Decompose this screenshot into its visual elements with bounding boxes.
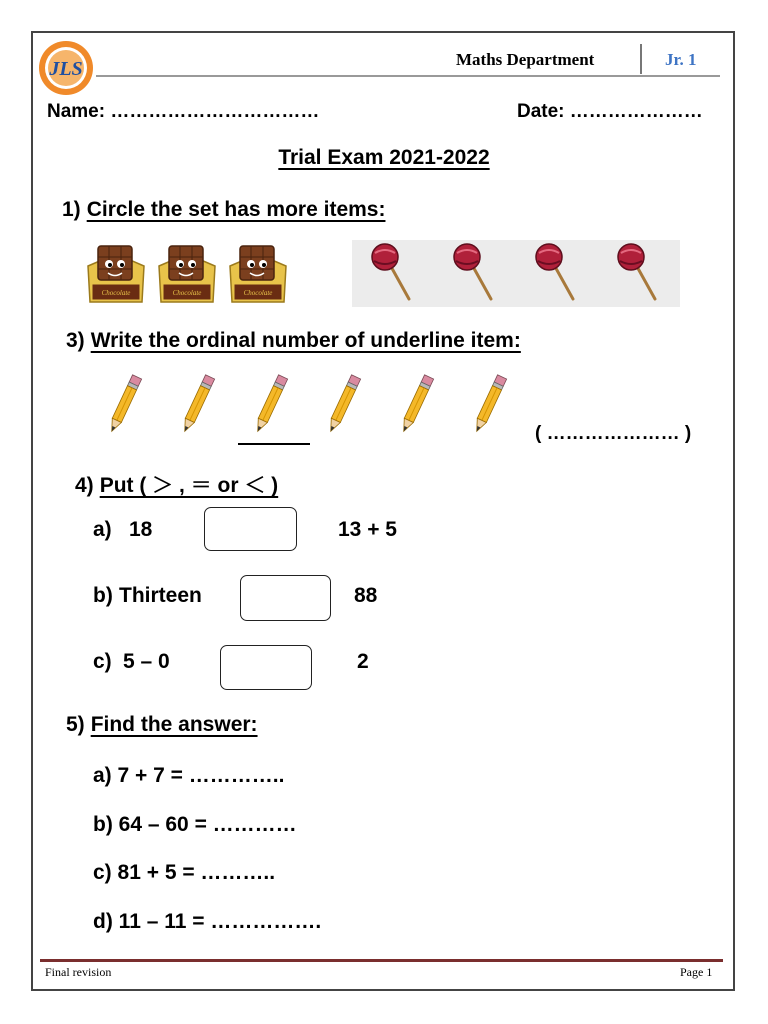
pencil-icon	[104, 372, 144, 438]
compare-a-box[interactable]	[204, 507, 297, 551]
question-text: Put ( ＞ , ＝ or ＜ )	[99, 474, 279, 497]
name-field[interactable]	[47, 101, 319, 123]
compare-a-label: a)	[93, 518, 112, 541]
school-logo-icon	[37, 39, 95, 97]
lollipop-icon	[445, 239, 505, 308]
compare-b-left: Thirteen	[119, 584, 202, 607]
pencil-icon	[250, 372, 290, 438]
name-blank: ……………………………	[110, 101, 320, 122]
compare-b-right: 88	[354, 584, 378, 607]
compare-c-box[interactable]	[220, 645, 312, 690]
chocolate-set[interactable]	[82, 240, 291, 313]
sum-b[interactable]: b) 64 – 60 = …………	[93, 813, 297, 836]
chocolate-icon	[153, 240, 220, 313]
sum-d[interactable]: d) 11 – 11 = …………….	[93, 910, 322, 933]
header-rule	[96, 75, 720, 77]
header-separator	[640, 44, 642, 74]
lollipop-set[interactable]	[352, 240, 680, 307]
exam-title: Trial Exam 2021-2022	[278, 146, 490, 169]
question-number: 4)	[75, 474, 94, 497]
date-label: Date:	[517, 101, 565, 122]
underline-mark	[238, 443, 310, 445]
chocolate-icon	[82, 240, 149, 313]
svg-text:Chocolate: Chocolate	[101, 289, 131, 297]
pencil-icon	[323, 372, 363, 438]
name-label: Name:	[47, 101, 106, 122]
lollipop-icon	[609, 239, 669, 308]
date-blank: …………………	[569, 101, 703, 122]
sum-c[interactable]: c) 81 + 5 = ………..	[93, 861, 276, 884]
footer-rule	[40, 959, 723, 962]
pencil-icon	[177, 372, 217, 438]
svg-text:Chocolate: Chocolate	[172, 289, 202, 297]
compare-a-right: 13 + 5	[338, 518, 397, 541]
question-text: Write the ordinal number of underline item:	[90, 329, 521, 352]
footer-left-text: Final revision	[45, 965, 112, 979]
compare-b-box[interactable]	[240, 575, 331, 621]
compare-c-right: 2	[357, 650, 369, 673]
lollipop-icon	[527, 239, 587, 308]
question-4	[75, 469, 278, 499]
pencil-icon	[469, 372, 509, 438]
compare-a-left: 18	[129, 518, 153, 541]
question-number: 5)	[66, 713, 85, 736]
lollipop-icon	[363, 239, 423, 308]
question-text: Circle the set has more items:	[86, 198, 386, 221]
date-field[interactable]	[517, 101, 703, 123]
pencil-row	[104, 372, 524, 442]
compare-b-label: b)	[93, 584, 113, 607]
page-number: Page 1	[680, 965, 713, 979]
question-1	[62, 198, 385, 222]
question-number: 3)	[66, 329, 85, 352]
ordinal-answer-blank[interactable]: ( ………………… )	[535, 423, 692, 444]
grade-label: Jr. 1	[665, 50, 697, 69]
question-text: Find the answer:	[90, 713, 258, 736]
svg-text:Chocolate: Chocolate	[243, 289, 273, 297]
question-5	[66, 713, 258, 737]
logo-text: JLS	[49, 58, 83, 80]
sum-a[interactable]: a) 7 + 7 = …………..	[93, 764, 285, 787]
chocolate-icon	[224, 240, 291, 313]
department-label: Maths Department	[456, 50, 595, 69]
page-border	[31, 31, 735, 991]
question-number: 1)	[62, 198, 81, 221]
pencil-icon	[396, 372, 436, 438]
question-3	[66, 329, 521, 353]
compare-c-label: c)	[93, 650, 112, 673]
compare-c-left: 5 – 0	[123, 650, 170, 673]
